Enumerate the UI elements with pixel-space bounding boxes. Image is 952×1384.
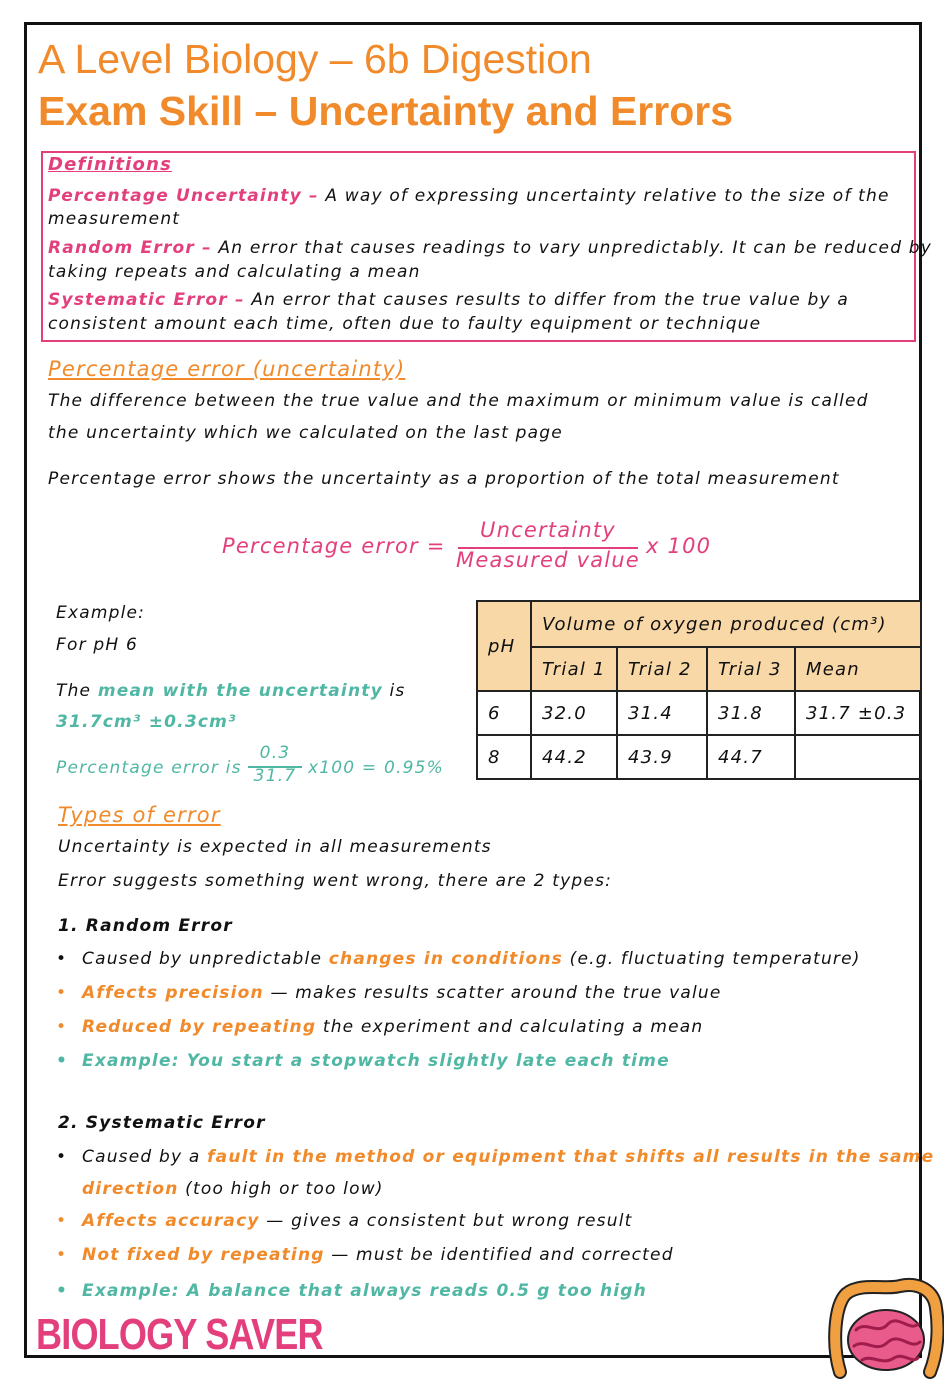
example-mean-highlight: mean with the uncertainty <box>97 681 383 701</box>
example-label: Example: <box>56 603 146 623</box>
random-bullet-3 <box>82 1017 703 1037</box>
bullet-text: the experiment and calculating a mean <box>322 1017 704 1037</box>
page-subtitle: Exam Skill – Uncertainty and Errors <box>38 88 733 134</box>
intestine-icon <box>826 1276 944 1380</box>
types-intro1: Uncertainty is expected in all measurements <box>58 837 492 857</box>
example-mean-value: 31.7cm³ ±0.3cm³ <box>56 712 237 732</box>
bullet-highlight: fault in the method or equipment that shifts all results in the same <box>207 1147 935 1167</box>
definition-random-error <box>48 238 932 258</box>
table-column-header: Mean <box>795 647 921 691</box>
systematic-bullet-2 <box>82 1211 633 1231</box>
bullet-text: (e.g. fluctuating temperature) <box>569 949 861 969</box>
table-cell: 32.0 <box>531 691 617 735</box>
table-cell: 44.7 <box>707 735 795 779</box>
definition-text: An error that causes readings to vary unpredictably. It can be reduced by <box>218 238 933 258</box>
systematic-bullet-1-cont <box>82 1179 384 1199</box>
example-for-ph: For pH 6 <box>56 635 138 655</box>
types-intro2: Error suggests something went wrong, there are 2 types: <box>58 871 613 891</box>
formula-denominator: Measured value <box>456 548 640 572</box>
example-calc-denominator: 31.7 <box>253 766 297 786</box>
table-header-ph: pH <box>477 601 531 691</box>
table-cell: 31.7 ±0.3 <box>795 691 921 735</box>
example-mean-line <box>56 681 405 701</box>
example-mean-prefix: The <box>56 681 92 701</box>
definition-systematic-error <box>48 290 849 310</box>
definition-percentage-uncertainty <box>48 186 890 206</box>
table-cell: 31.8 <box>707 691 795 735</box>
table-column-header: Trial 1 <box>531 647 617 691</box>
table-cell: 43.9 <box>617 735 707 779</box>
percentage-error-line1: The difference between the true value and the maximum or minimum value is called <box>48 391 869 411</box>
bullet-text: Caused by a <box>82 1147 201 1167</box>
bullet-highlight: direction <box>82 1179 179 1199</box>
bullet-text: (too high or too low) <box>185 1179 384 1199</box>
formula-lhs: Percentage error = <box>222 534 446 558</box>
definition-term: Percentage Uncertainty – <box>48 186 319 206</box>
definition-text: A way of expressing uncertainty relative to the size of the <box>325 186 890 206</box>
systematic-bullet-1 <box>82 1147 934 1167</box>
bullet-text: Caused by unpredictable <box>82 949 323 969</box>
random-error-title: 1. Random Error <box>58 916 233 936</box>
systematic-bullet-4: • Example: A balance that always reads 0.5 g too high <box>82 1281 647 1301</box>
random-bullet-2 <box>82 983 722 1003</box>
percentage-error-heading: Percentage error (uncertainty) <box>48 357 406 381</box>
percentage-error-line3: Percentage error shows the uncertainty as a proportion of the total measurement <box>48 469 840 489</box>
table-column-header: Trial 3 <box>707 647 795 691</box>
definition-text: An error that causes results to differ from the true value by a <box>251 290 849 310</box>
percentage-error-line2: the uncertainty which we calculated on the last page <box>48 423 563 443</box>
bullet-text: — makes results scatter around the true value <box>270 983 722 1003</box>
page-title: A Level Biology – 6b Digestion <box>38 36 592 82</box>
definitions-heading: Definitions <box>48 154 173 175</box>
bullet-text: — gives a consistent but wrong result <box>266 1211 633 1231</box>
definition-text-cont: consistent amount each time, often due to faulty equipment or technique <box>48 314 762 334</box>
bullet-highlight: Not fixed by repeating <box>82 1245 325 1265</box>
table-row <box>477 735 921 779</box>
definition-term: Systematic Error – <box>48 290 245 310</box>
bullet-highlight: Reduced by repeating <box>82 1017 317 1037</box>
table-row <box>477 691 921 735</box>
bullet-highlight: Affects accuracy <box>82 1211 260 1231</box>
example-calc-prefix: Percentage error is <box>56 758 242 778</box>
formula-numerator: Uncertainty <box>480 518 616 542</box>
biology-saver-logo: BIOLOGY SAVER <box>36 1310 323 1359</box>
definition-term: Random Error – <box>48 238 212 258</box>
definition-text-cont: measurement <box>48 209 181 229</box>
systematic-error-title: 2. Systematic Error <box>58 1113 266 1133</box>
oxygen-volume-table <box>476 600 922 780</box>
example-calc-numerator: 0.3 <box>259 743 291 763</box>
bullet-text: — must be identified and corrected <box>331 1245 674 1265</box>
table-cell: 31.4 <box>617 691 707 735</box>
bullet-highlight: changes in conditions <box>328 949 563 969</box>
bullet-highlight: Affects precision <box>82 983 264 1003</box>
random-bullet-4: • Example: You start a stopwatch slightly late each time <box>82 1051 670 1071</box>
definition-text-cont: taking repeats and calculating a mean <box>48 262 421 282</box>
table-column-header: Trial 2 <box>617 647 707 691</box>
formula-rhs: x 100 <box>646 534 712 558</box>
table-cell: 44.2 <box>531 735 617 779</box>
random-bullet-1 <box>82 949 861 969</box>
table-cell: 6 <box>477 691 531 735</box>
table-cell <box>795 735 921 779</box>
example-calc-suffix: x100 = 0.95% <box>308 758 444 778</box>
example-mean-suffix: is <box>389 681 406 701</box>
table-cell: 8 <box>477 735 531 779</box>
types-heading: Types of error <box>58 803 221 827</box>
table-header-volume: Volume of oxygen produced (cm³) <box>531 601 921 647</box>
systematic-bullet-3 <box>82 1245 674 1265</box>
